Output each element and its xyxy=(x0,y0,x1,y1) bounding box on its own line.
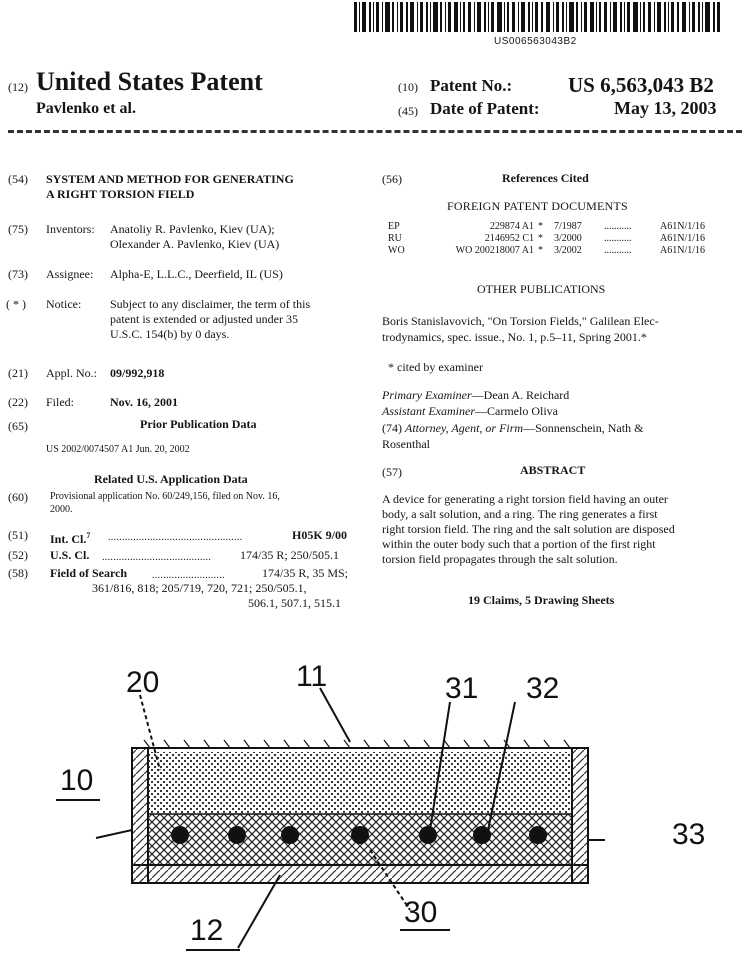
foreign-ref-date: 7/1987 xyxy=(554,221,582,232)
figure xyxy=(0,630,744,960)
ring-circle xyxy=(281,826,299,844)
outer-body-bottom xyxy=(132,865,588,883)
assistant-examiner-label: Assistant Examiner xyxy=(382,404,475,418)
primary-examiner-label: Primary Examiner xyxy=(382,388,472,402)
outer-body-left-wall xyxy=(132,748,148,883)
us-cl-label: U.S. Cl. xyxy=(50,548,90,562)
inventors-short: Pavlenko et al. xyxy=(36,100,136,117)
header-rule xyxy=(8,130,742,133)
foreign-ref-class: A61N/1/16 xyxy=(660,221,705,232)
notice-line1: Subject to any disclaimer, the term of this xyxy=(110,297,311,311)
field-search-value2: 361/816, 818; 205/719, 720, 721; 250/505.1, xyxy=(92,581,307,595)
foreign-refs-table xyxy=(388,221,709,257)
code-58: (58) xyxy=(8,566,28,580)
foreign-ref-date: 3/2002 xyxy=(554,245,582,256)
ring-circle xyxy=(351,826,369,844)
filed-label: Filed: xyxy=(46,395,75,409)
code-12: (12) xyxy=(8,80,28,94)
code-74: (74) xyxy=(382,421,402,435)
invention-title-line1: SYSTEM AND METHOD FOR GENERATING xyxy=(46,172,294,186)
foreign-ref-row xyxy=(388,233,709,245)
code-21: (21) xyxy=(8,366,28,380)
us-cl-dots: ....................................... xyxy=(102,552,212,563)
refs-heading: References Cited xyxy=(502,171,589,185)
label-33: 33 xyxy=(672,818,706,851)
invention-title-line2: A RIGHT TORSION FIELD xyxy=(46,187,195,201)
int-cl-sup: 7 xyxy=(86,531,91,540)
leader-11 xyxy=(320,688,350,742)
barcode xyxy=(350,0,726,34)
ring-circle xyxy=(171,826,189,844)
foreign-ref-dots: ........... xyxy=(604,233,632,244)
other-pub-line2: trodynamics, spec. issue., No. 1, p.5–11, Spring 2001.* xyxy=(382,330,647,344)
other-pubs-heading: OTHER PUBLICATIONS xyxy=(477,282,606,296)
barcode-number: US006563043B2 xyxy=(494,36,577,47)
abstract-line1: A device for generating a right torsion field having an outer xyxy=(382,492,668,506)
notice-line2: patent is extended or adjusted under 35 xyxy=(110,312,298,326)
code-54: (54) xyxy=(8,172,28,186)
field-search-value1: 174/35 R, 35 MS; xyxy=(262,566,349,580)
leader-12 xyxy=(238,875,280,948)
foreign-refs-body xyxy=(388,221,709,257)
salt-solution xyxy=(148,752,572,814)
figure-drawing xyxy=(0,630,744,960)
field-search-dots: .......................... xyxy=(152,570,225,581)
int-cl-value: H05K 9/00 xyxy=(292,528,348,542)
outer-body-right-wall xyxy=(572,748,588,883)
foreign-ref-class: A61N/1/16 xyxy=(660,233,705,244)
foreign-ref-row xyxy=(388,221,709,233)
foreign-ref-class: A61N/1/16 xyxy=(660,245,705,256)
int-cl-dots: ................................................ xyxy=(108,532,243,543)
code-75: (75) xyxy=(8,222,28,236)
abstract-line5: torsion field propagates through the salt solution. xyxy=(382,552,618,566)
patent-number: US 6,563,043 B2 xyxy=(568,73,714,97)
foreign-ref-number: WO 200218007 A1 xyxy=(455,245,534,256)
inventors-label: Inventors: xyxy=(46,222,95,236)
appl-no-label: Appl. No.: xyxy=(46,366,97,380)
attorney-label: Attorney, Agent, or Firm xyxy=(405,421,524,435)
foreign-ref-country: WO xyxy=(388,245,405,256)
foreign-ref-country: EP xyxy=(388,221,400,232)
label-20: 20 xyxy=(126,666,160,699)
related-heading: Related U.S. Application Data xyxy=(94,472,248,486)
foreign-heading: FOREIGN PATENT DOCUMENTS xyxy=(447,199,628,213)
label-31: 31 xyxy=(445,672,479,705)
abstract-line4: within the outer body such that a portion of the first right xyxy=(382,537,656,551)
foreign-ref-number: 2146952 C1 xyxy=(484,233,534,244)
attorney-line1 xyxy=(382,421,643,436)
ring-circle xyxy=(529,826,547,844)
code-57: (57) xyxy=(382,465,402,479)
primary-examiner xyxy=(382,388,569,403)
barcode-graphic xyxy=(350,0,726,34)
patent-title: United States Patent xyxy=(36,67,263,96)
code-73: (73) xyxy=(8,267,28,281)
code-52: (52) xyxy=(8,548,28,562)
int-cl-text: Int. Cl. xyxy=(50,532,87,546)
code-10: (10) xyxy=(398,80,418,94)
code-56: (56) xyxy=(382,172,402,186)
primary-examiner-name: —Dean A. Reichard xyxy=(471,388,570,402)
code-51: (51) xyxy=(8,528,28,542)
inventor-1: Anatoliy R. Pavlenko, Kiev (UA); xyxy=(110,222,275,236)
patent-date: May 13, 2003 xyxy=(614,98,717,118)
field-search-label: Field of Search xyxy=(50,566,128,580)
ring-circle xyxy=(419,826,437,844)
foreign-ref-date: 3/2000 xyxy=(554,233,582,244)
attorney-name1: —Sonnenschein, Nath & xyxy=(523,421,644,435)
cited-by-examiner: * cited by examiner xyxy=(388,360,483,374)
label-30: 30 xyxy=(404,896,438,929)
foreign-ref-star: * xyxy=(538,245,543,256)
prior-pub-line: US 2002/0074507 A1 Jun. 20, 2002 xyxy=(46,444,190,455)
abstract-heading: ABSTRACT xyxy=(520,463,586,477)
foreign-ref-dots: ........... xyxy=(604,245,632,256)
appl-no: 09/992,918 xyxy=(110,366,165,380)
label-11: 11 xyxy=(296,660,328,693)
foreign-ref-dots: ........... xyxy=(604,221,632,232)
code-22: (22) xyxy=(8,395,28,409)
claims-summary: 19 Claims, 5 Drawing Sheets xyxy=(468,593,615,607)
other-pub-line1: Boris Stanislavovich, "On Torsion Fields," Galilean Elec- xyxy=(382,314,659,328)
foreign-ref-country: RU xyxy=(388,233,402,244)
foreign-ref-number: 229874 A1 xyxy=(489,221,534,232)
code-45: (45) xyxy=(398,104,418,118)
date-label: Date of Patent: xyxy=(430,99,540,118)
inventor-2: Olexander A. Pavlenko, Kiev (UA) xyxy=(110,237,280,251)
patent-no-label: Patent No.: xyxy=(430,76,513,95)
foreign-ref-star: * xyxy=(538,221,543,232)
label-10: 10 xyxy=(60,764,94,797)
abstract-line3: right torsion field. The ring and the salt solution are disposed xyxy=(382,522,675,536)
attorney-line2: Rosenthal xyxy=(382,437,430,451)
provisional-line1: Provisional application No. 60/249,156, filed on Nov. 16, xyxy=(50,491,280,502)
assignee-label: Assignee: xyxy=(46,267,94,281)
field-search-value3: 506.1, 507.1, 515.1 xyxy=(248,596,341,610)
foreign-ref-star: * xyxy=(538,233,543,244)
assistant-examiner-name: —Carmelo Oliva xyxy=(475,404,558,418)
ring-circle xyxy=(228,826,246,844)
provisional-line2: 2000. xyxy=(50,504,73,515)
code-notice: ( * ) xyxy=(6,297,26,311)
int-cl-label xyxy=(50,528,90,547)
assistant-examiner xyxy=(382,404,558,419)
notice-line3: U.S.C. 154(b) by 0 days. xyxy=(110,327,230,341)
code-60: (60) xyxy=(8,490,28,504)
abstract-line2: body, a salt solution, and a ring. The ring generates a first xyxy=(382,507,658,521)
us-cl-value: 174/35 R; 250/505.1 xyxy=(240,548,340,562)
prior-pub-heading: Prior Publication Data xyxy=(140,417,257,431)
leader-10 xyxy=(96,830,132,838)
code-65: (65) xyxy=(8,419,28,433)
foreign-ref-row xyxy=(388,245,709,257)
label-12: 12 xyxy=(190,914,224,947)
label-32: 32 xyxy=(526,672,560,705)
filed-date: Nov. 16, 2001 xyxy=(110,395,179,409)
assignee: Alpha-E, L.L.C., Deerfield, IL (US) xyxy=(110,267,283,281)
notice-label: Notice: xyxy=(46,297,82,311)
